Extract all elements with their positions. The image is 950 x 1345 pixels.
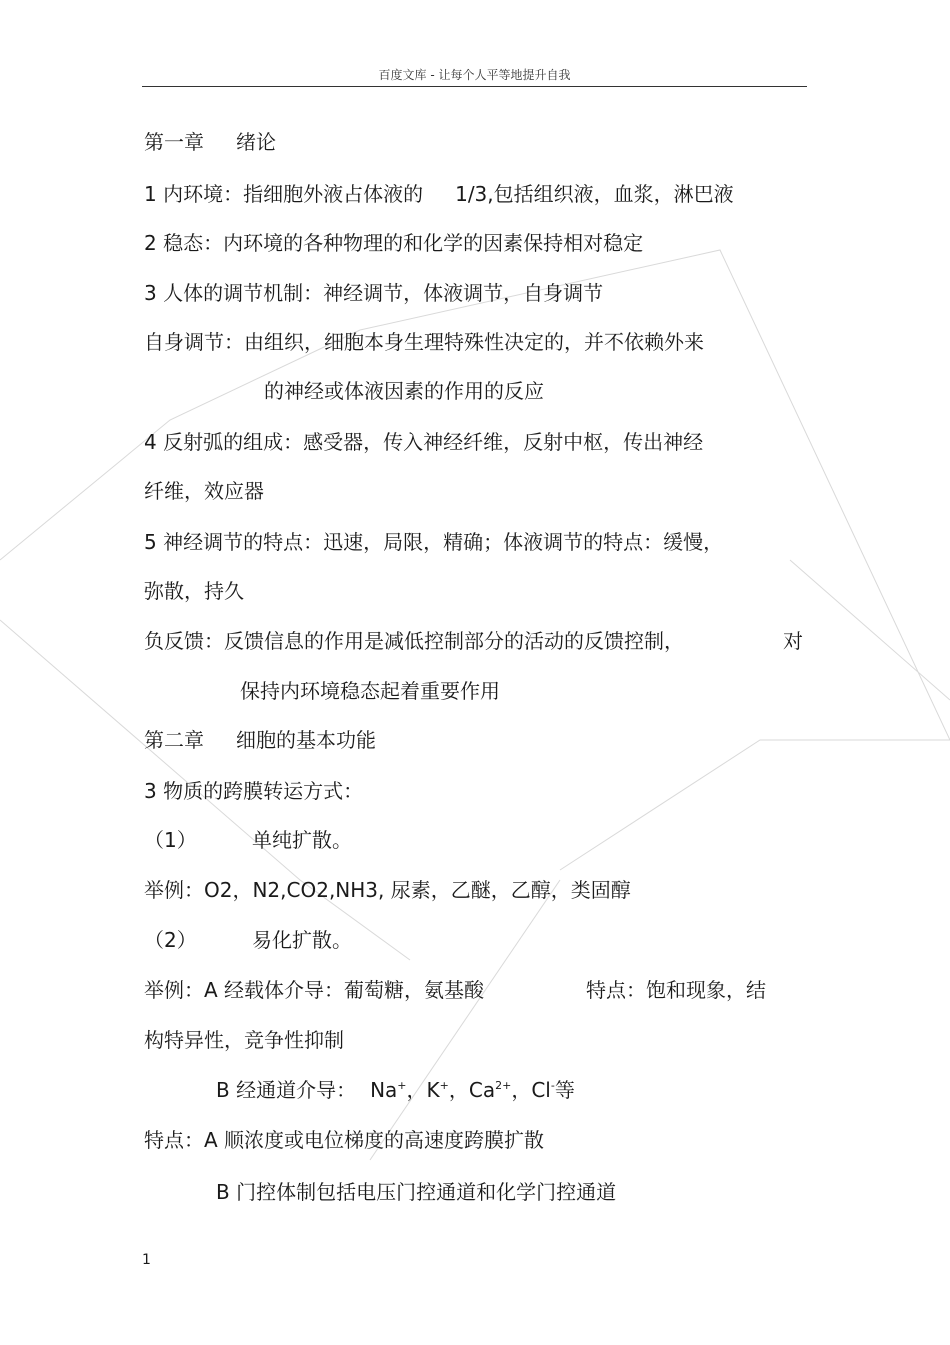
- ion-charge: 2+: [495, 1079, 512, 1092]
- text-line: 构特异性，竞争性抑制: [144, 1028, 344, 1052]
- chapter-2-heading: [144, 727, 376, 753]
- ion-cl: [531, 1078, 555, 1102]
- chapter-title: 绪论: [236, 130, 276, 154]
- text-segment: 特点：饱和现象，结: [586, 978, 766, 1002]
- ion-charge: +: [397, 1079, 407, 1092]
- chapter-label: 第二章: [144, 728, 204, 752]
- ion-k: [427, 1078, 449, 1102]
- page-number: 1: [142, 1252, 151, 1268]
- ion-symbol: K: [426, 1078, 440, 1102]
- header-rule: [142, 86, 807, 87]
- text-line: 的神经或体液因素的作用的反应: [264, 379, 544, 403]
- ion-charge: +: [439, 1079, 449, 1092]
- ion-ca: [469, 1078, 511, 1102]
- ion-charge: -: [550, 1079, 555, 1092]
- separator: ，: [448, 1078, 469, 1102]
- text-segment: 1 内环境：指细胞外液占体液的: [144, 182, 424, 206]
- list-number: （1）: [144, 828, 197, 852]
- text-line: 纤维，效应器: [144, 479, 264, 503]
- text-segment: 等: [554, 1078, 575, 1102]
- list-item: [144, 927, 197, 953]
- ion-na: [370, 1078, 406, 1102]
- text-line: 保持内环境稳态起着重要作用: [240, 679, 500, 703]
- ion-symbol: Ca: [468, 1078, 496, 1102]
- list-item-text: 单纯扩散。: [252, 828, 352, 852]
- page-header: 百度文库 - 让每个人平等地提升自我: [378, 68, 571, 82]
- text-line: 弥散，持久: [144, 579, 244, 603]
- text-line: 3 人体的调节机制：神经调节，体液调节，自身调节: [144, 281, 604, 305]
- text-segment: 负反馈：反馈信息的作用是减低控制部分的活动的反馈控制，: [144, 629, 684, 653]
- text-line: 5 神经调节的特点：迅速，局限，精确；体液调节的特点：缓慢，: [144, 530, 724, 554]
- ion-symbol: Cl: [531, 1078, 551, 1102]
- text-line: [144, 628, 684, 654]
- text-segment: 1/3,包括组织液，血浆，淋巴液: [455, 182, 734, 206]
- ion-symbol: Na: [370, 1078, 398, 1102]
- chapter-1-heading: [144, 129, 276, 155]
- text-line: B 门控体制包括电压门控通道和化学门控通道: [216, 1180, 617, 1204]
- text-segment: 对: [783, 629, 803, 653]
- text-line: 举例：A 经载体介导：葡萄糖，氨基酸: [144, 978, 485, 1002]
- list-number: （2）: [144, 928, 197, 952]
- text-line: 特点：A 顺浓度或电位梯度的高速度跨膜扩散: [144, 1128, 545, 1152]
- text-line: 3 物质的跨膜转运方式：: [144, 779, 364, 803]
- text-line: 举例：O2，N2,CO2,NH3, 尿素，乙醚，乙醇，类固醇: [144, 878, 631, 902]
- text-line: 自身调节：由组织，细胞本身生理特殊性决定的，并不依赖外来: [144, 330, 704, 354]
- text-line: [144, 181, 734, 207]
- text-line: 4 反射弧的组成：感受器，传入神经纤维，反射中枢，传出神经: [144, 430, 704, 454]
- text-line: 2 稳态：内环境的各种物理的和化学的因素保持相对稳定: [144, 231, 644, 255]
- list-item-text: 易化扩散。: [252, 928, 352, 952]
- chapter-title: 细胞的基本功能: [236, 728, 376, 752]
- list-item: [144, 827, 197, 853]
- text-segment: B 经通道介导：: [216, 1078, 357, 1102]
- separator: ，: [406, 1078, 427, 1102]
- separator: ，: [511, 1078, 532, 1102]
- text-line-ions: [216, 1077, 575, 1103]
- chapter-label: 第一章: [144, 130, 204, 154]
